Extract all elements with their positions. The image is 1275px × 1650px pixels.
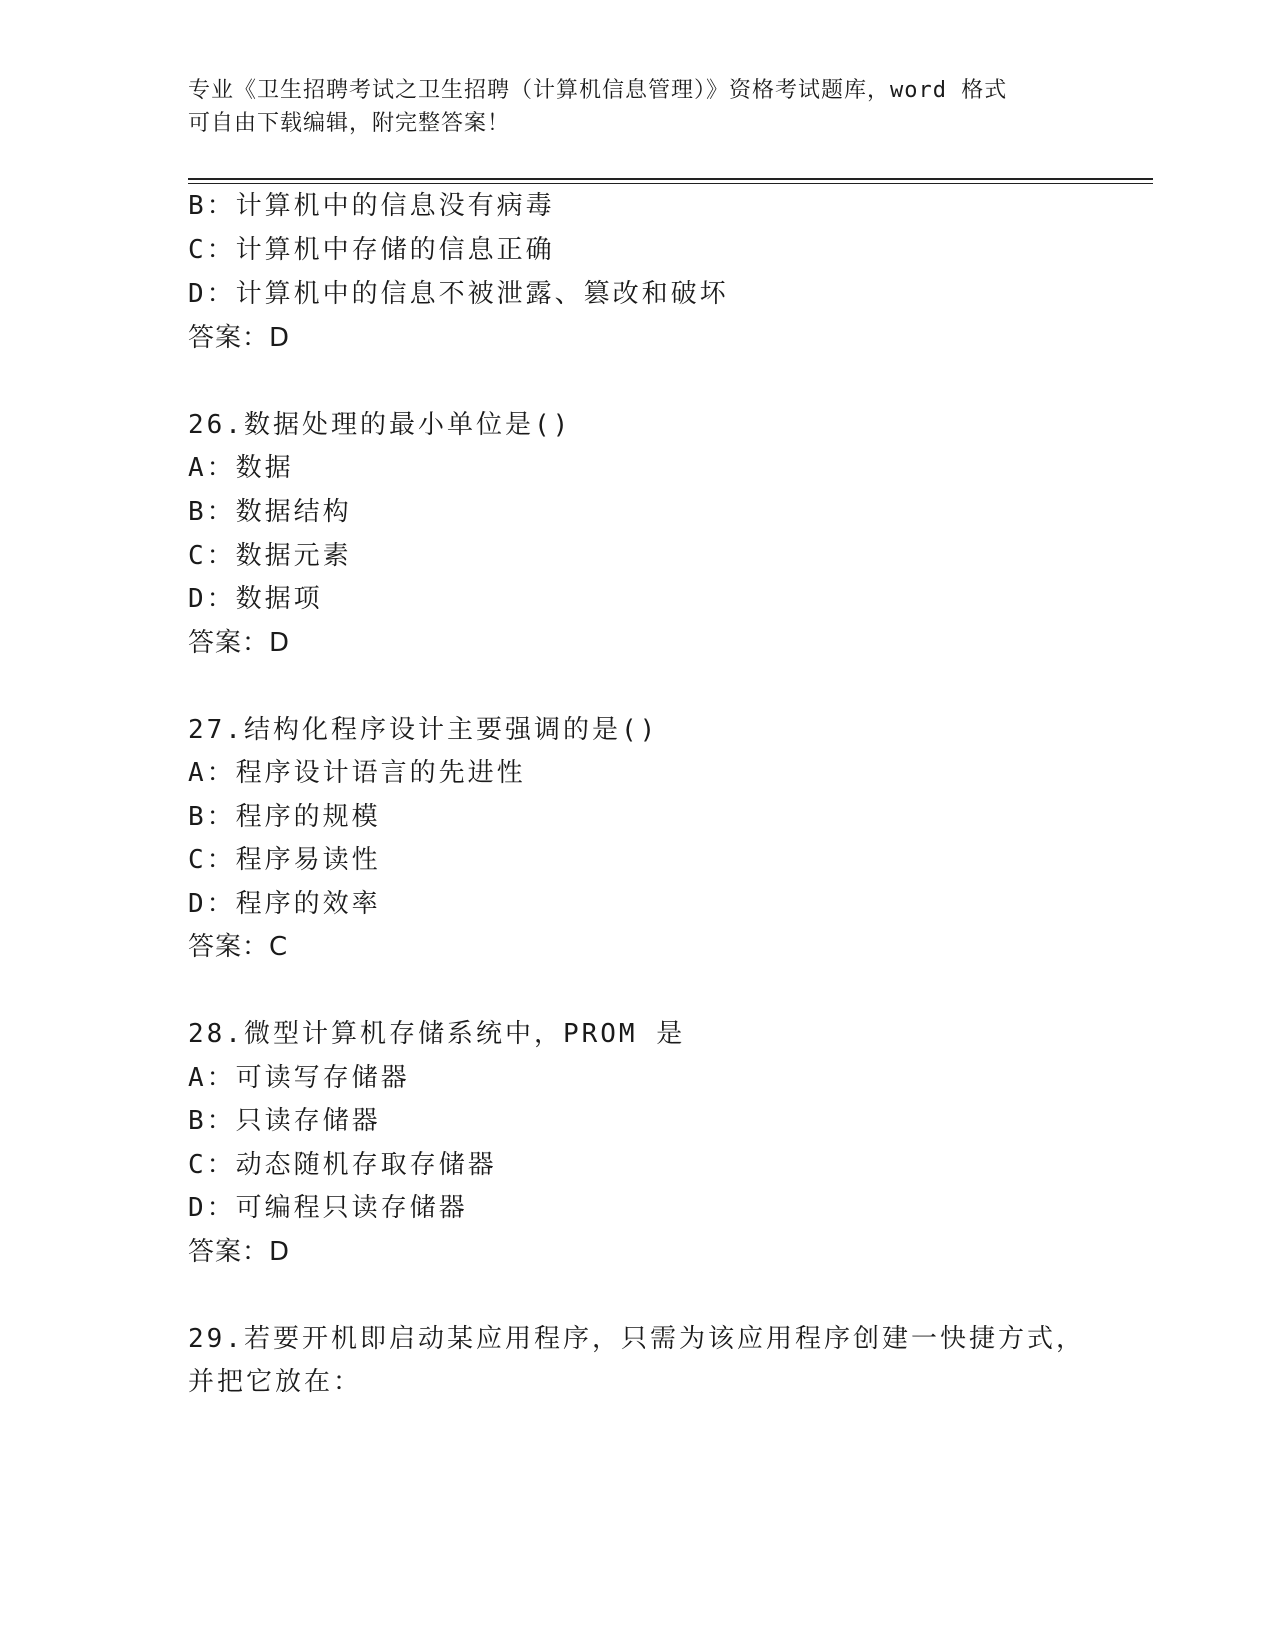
header-title-line1: 专业《卫生招聘考试之卫生招聘（计算机信息管理）》资格考试题库，word 格式 <box>188 78 1008 103</box>
option-a: A：程序设计语言的先进性 <box>188 758 526 788</box>
option-d: D：数据项 <box>188 584 323 614</box>
option-b: B：程序的规模 <box>188 802 381 832</box>
option-b: B：数据结构 <box>188 497 352 527</box>
option-a: A：可读写存储器 <box>188 1063 410 1093</box>
option-b: B：只读存储器 <box>188 1106 381 1136</box>
question-text: 29.若要开机即启动某应用程序，只需为该应用程序创建一快捷方式， <box>188 1324 1085 1354</box>
question-text: 27.结构化程序设计主要强调的是() <box>188 715 659 745</box>
option-c: C：程序易读性 <box>188 845 381 875</box>
answer-line: 答案：D <box>188 323 291 353</box>
option-a: A：数据 <box>188 453 294 483</box>
question-text: 26.数据处理的最小单位是() <box>188 410 572 440</box>
option-b: B：计算机中的信息没有病毒 <box>188 191 555 221</box>
answer-line: 答案：D <box>188 628 291 658</box>
option-c: C：数据元素 <box>188 541 352 571</box>
answer-line: 答案：D <box>188 1237 291 1267</box>
question-text-continued: 并把它放在： <box>188 1367 363 1397</box>
option-c: C：计算机中存储的信息正确 <box>188 235 555 265</box>
header-divider-thick <box>188 178 1153 180</box>
header-divider-thin <box>188 183 1153 184</box>
option-d: D：可编程只读存储器 <box>188 1193 468 1223</box>
option-d: D：计算机中的信息不被泄露、篡改和破坏 <box>188 279 729 309</box>
header-title-line2: 可自由下载编辑，附完整答案！ <box>188 111 511 136</box>
option-d: D：程序的效率 <box>188 889 381 919</box>
option-c: C：动态随机存取存储器 <box>188 1150 497 1180</box>
document-header <box>188 74 1068 140</box>
answer-line: 答案：C <box>188 932 289 962</box>
question-text: 28.微型计算机存储系统中，PROM 是 <box>188 1019 686 1049</box>
